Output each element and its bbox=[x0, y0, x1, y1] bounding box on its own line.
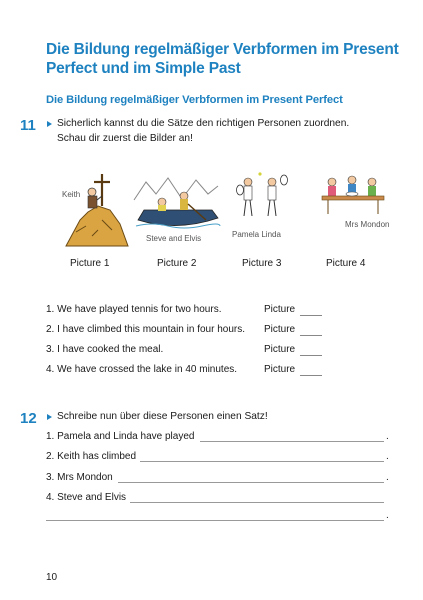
exercise-number-12: 12 bbox=[20, 410, 37, 427]
answer-blank-1[interactable] bbox=[300, 315, 322, 316]
exercise-12-instruction: Schreibe nun über diese Personen einen Satz! bbox=[57, 411, 268, 422]
period-4: . bbox=[386, 510, 389, 521]
exercise-11-instruction-1: Sicherlich kannst du die Sätze den richtigen Personen zuordnen. bbox=[57, 118, 350, 129]
picture-label-1: Picture 1 bbox=[70, 258, 110, 269]
period-2: . bbox=[386, 451, 389, 462]
period-3: . bbox=[386, 472, 389, 483]
prompt-2: 2. Keith has climbed bbox=[46, 451, 137, 462]
exercise-11-instruction-2: Schau dir zuerst die Bilder an! bbox=[57, 133, 193, 144]
picture-3-illustration bbox=[232, 170, 294, 226]
picture-word-2: Picture bbox=[264, 324, 296, 335]
sentence-1: 1. We have played tennis for two hours. bbox=[46, 304, 222, 315]
picture-label-2: Picture 2 bbox=[157, 258, 197, 269]
picture-word-1: Picture bbox=[264, 304, 296, 315]
write-line-2[interactable] bbox=[140, 461, 384, 462]
answer-blank-2[interactable] bbox=[300, 335, 322, 336]
picture-label-4: Picture 4 bbox=[326, 258, 366, 269]
picture-label-3: Picture 3 bbox=[242, 258, 282, 269]
write-line-3[interactable] bbox=[118, 482, 384, 483]
arrow-icon bbox=[47, 414, 52, 420]
write-line-5[interactable] bbox=[46, 520, 384, 521]
prompt-3: 3. Mrs Mondon bbox=[46, 472, 113, 483]
write-line-1[interactable] bbox=[200, 441, 384, 442]
period-1: . bbox=[386, 431, 389, 442]
caption-pamela-linda: Pamela Linda bbox=[232, 230, 281, 239]
section-subtitle: Die Bildung regelmäßiger Verbformen im Present Perfect bbox=[46, 94, 343, 106]
exercise-number-11: 11 bbox=[20, 117, 36, 134]
answer-blank-3[interactable] bbox=[300, 355, 322, 356]
page-number: 10 bbox=[46, 572, 58, 583]
sentence-4: 4. We have crossed the lake in 40 minutes. bbox=[46, 364, 238, 375]
prompt-4: 4. Steve and Elvis bbox=[46, 492, 127, 503]
picture-word-4: Picture bbox=[264, 364, 296, 375]
prompt-1: 1. Pamela and Linda have played bbox=[46, 431, 195, 442]
picture-word-3: Picture bbox=[264, 344, 296, 355]
arrow-icon bbox=[47, 121, 52, 127]
picture-2-illustration bbox=[132, 172, 222, 234]
picture-1-illustration bbox=[62, 170, 132, 250]
caption-steve-elvis: Steve and Elvis bbox=[146, 234, 202, 243]
sentence-3: 3. I have cooked the meal. bbox=[46, 344, 164, 355]
caption-mrs-mondon: Mrs Mondon bbox=[345, 220, 390, 229]
picture-4-illustration bbox=[318, 172, 390, 218]
page-title: Die Bildung regelmäßiger Verbformen im Present Perfect und im Simple Past bbox=[46, 41, 399, 77]
caption-keith: Keith bbox=[62, 190, 81, 199]
sentence-2: 2. I have climbed this mountain in four hours. bbox=[46, 324, 245, 335]
answer-blank-4[interactable] bbox=[300, 375, 322, 376]
write-line-4[interactable] bbox=[130, 502, 384, 503]
